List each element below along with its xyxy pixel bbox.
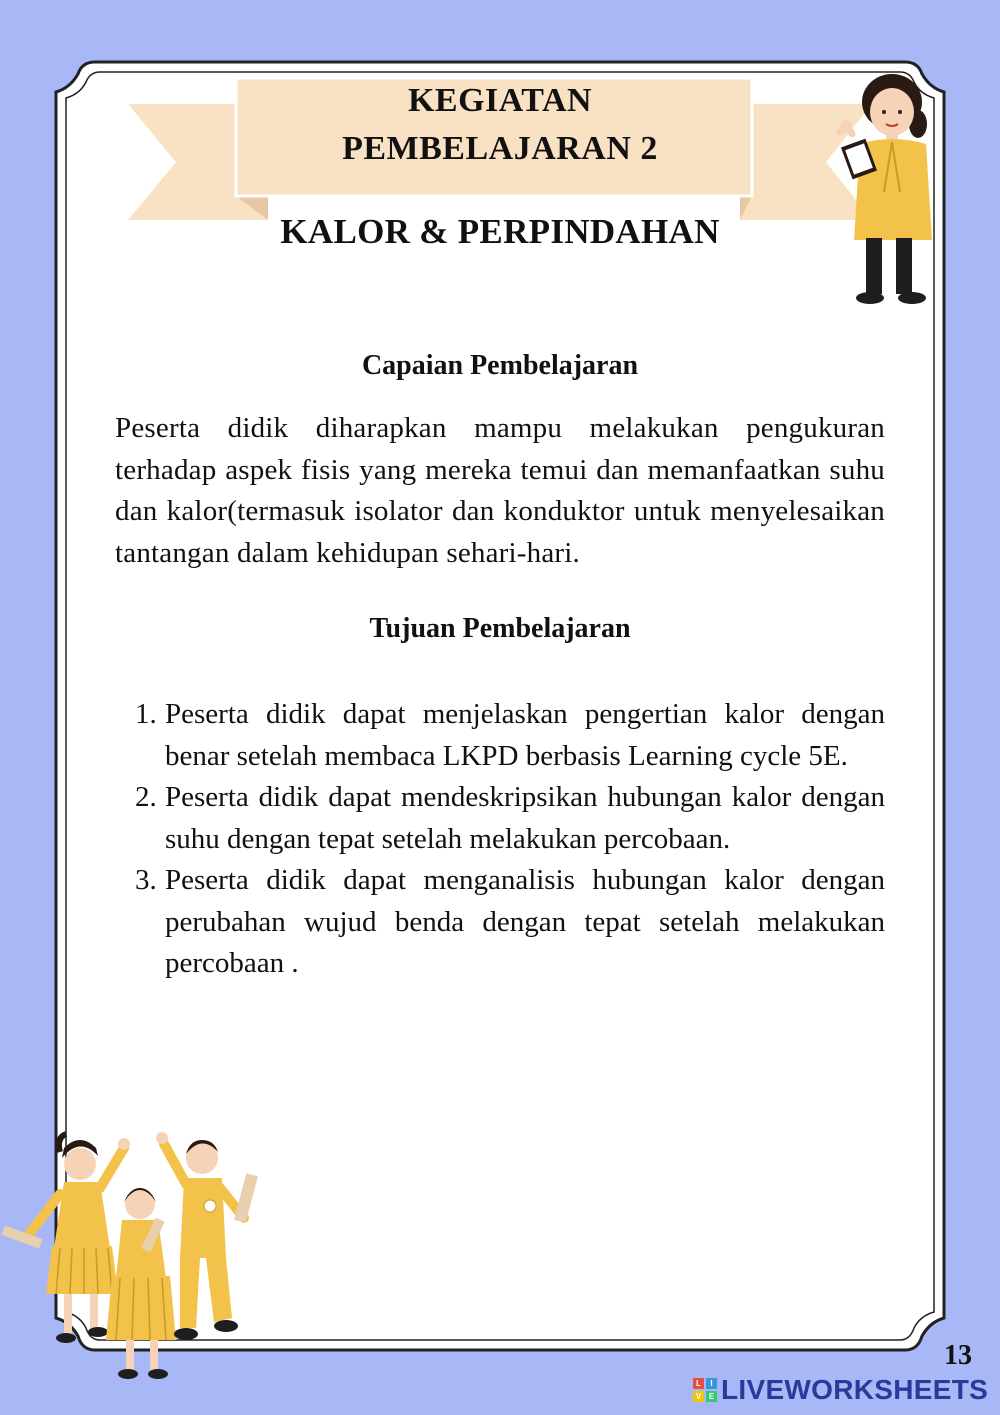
title-line-1: KEGIATAN [407,82,593,119]
list-item [135,694,885,777]
teacher-illustration [832,72,942,308]
subtitle: KALOR & PERPINDAHAN [280,212,720,251]
list-text: Peserta didik dapat menjelaskan pengertian kalor dengan benar setelah membaca LKPD berbasis Learning cycle 5E. [165,698,885,772]
capaian-heading: Capaian Pembelajaran [361,350,639,381]
list-number: 2. [135,781,157,813]
list-text: Peserta didik dapat mendeskripsikan hubungan kalor dengan suhu dengan tepat setelah melakukan percobaan. [165,781,885,855]
list-number: 3. [135,864,157,896]
logo-letter: L [693,1378,704,1389]
liveworksheets-brand[interactable] [693,1373,988,1407]
list-item [135,777,885,860]
liveworksheets-label: LIVEWORKSHEETS [721,1374,989,1405]
liveworksheets-logo-icon [693,1378,717,1402]
list-item [135,860,885,985]
logo-letter: V [693,1391,704,1402]
logo-letter: E [706,1391,717,1402]
logo-letter: I [706,1378,717,1389]
tujuan-list [135,694,885,985]
page-number: 13 [944,1340,972,1371]
list-text: Peserta didik dapat menganalisis hubungan kalor dengan perubahan wujud benda dengan tepat setelah melakukan percobaan . [165,864,885,979]
capaian-paragraph: Peserta didik diharapkan mampu melakukan pengukuran terhadap aspek fisis yang mereka temui dan memanfaatkan suhu dan kalor(termasuk isolator dan konduktor untuk menyelesaikan tantangan dalam kehidupan sehari-hari. [115,412,885,569]
celebrating-students-illustration [0,1118,270,1388]
list-number: 1. [135,698,157,730]
title-line-2: PEMBELAJARAN 2 [342,130,658,167]
tujuan-heading: Tujuan Pembelajaran [369,613,631,644]
